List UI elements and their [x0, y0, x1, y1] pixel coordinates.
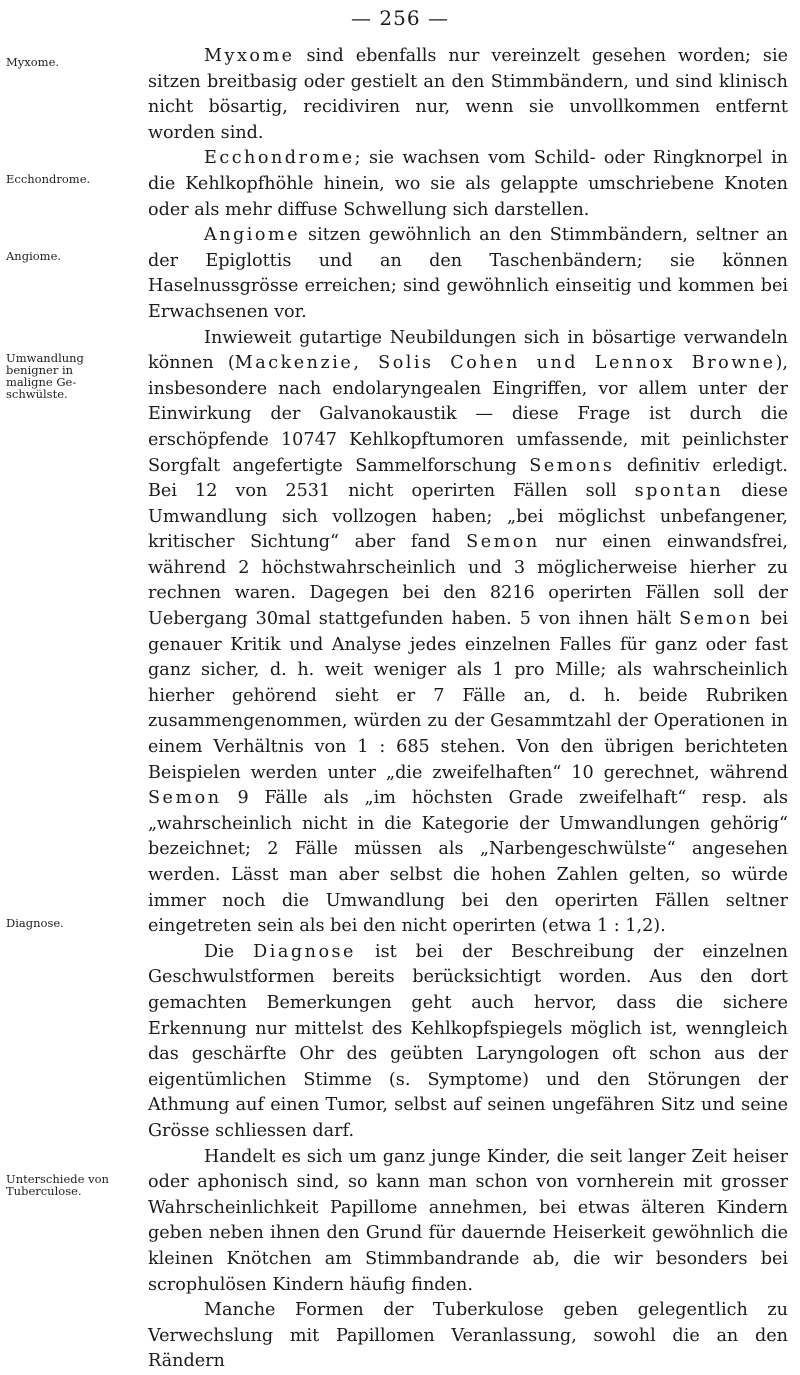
text-segment: nur einen einwandsfrei, während 2 höchstwahrscheinlich und 3 möglicherweise hierher zu rechnen waren. Dagegen bei den 8216 operirten Fällen soll der Uebergang 30mal stattgefunden haben. 5 von ihnen hält — [148, 532, 789, 630]
author-semon: Semon — [679, 609, 753, 630]
text-segment: Inwieweit gutartige Neubildungen sich in bösartige verwandeln können ( — [148, 327, 788, 374]
paragraph-angiome — [148, 223, 788, 325]
text-segment: 9 Fälle als „im höchsten Grade zweifelhaft“ resp. als „wahrscheinlich nicht in die Kategorie der Umwandlungen gehörig“ bezeichnet; 2 Fälle müssen als „Narbengeschwülste“ angesehen werden. Lässt man aber selbst die hohen Zahlen gelten, so würde immer noch die Umwandlung bei den operirten Fällen seltner eingetreten sein als bei den nicht operirten (etwa 1 : 1,2). — [148, 788, 788, 937]
term-diagnose: Diagnose — [253, 941, 356, 962]
paragraph-diagnose-text: ist bei der Beschreibung der einzelnen Geschwulstformen bereits berücksichtigt worden. Aus den dort gemachten Bemerkungen geht auch hervor, dass die sichere Erkennung nur mittelst des Kehlkopfspiegels möglich ist, wenngleich das geschärfte Ohr des geübten Laryngologen oft schon aus der eigentümlichen Stimme (s. Symptome) und den Störungen der Athmung auf einen Tumor, selbst auf seinen ungefähren Sitz und seine Grösse schliessen darf. — [148, 941, 788, 1141]
author-names: Mackenzie, Solis Cohen und Lennox Browne — [234, 353, 776, 374]
author-semon: Semon — [148, 788, 222, 809]
margin-note-ecchondrome: Ecchondrome. — [6, 172, 91, 186]
term-spontan: spontan — [634, 481, 724, 502]
term-myxome: Myxome — [204, 46, 295, 66]
text-segment: ), insbesondere nach endolaryngealen Eingriffen, vor allem unter der Einwirkung der Galvanokaustik — diese Frage ist durch die erschöpfende 10747 Kehlkopftumoren umfassende, mit peinlichster Sorgfalt angefertigte Sammelforschung — [148, 353, 788, 476]
margin-note-umwandlung: Umwandlung benigner in maligne Ge-schwülste. — [6, 351, 84, 401]
text-segment: diese Umwandlung sich vollzogen haben; „bei möglichst unbefangener, kritischer Sichtung“ aber fand — [148, 481, 788, 553]
author-semon: Semon — [466, 532, 540, 553]
paragraph-ecchondrome-text: ; sie wachsen vom Schild- oder Ringknorpel in die Kehlkopfhöhle hinein, wo sie als gelappte umschriebene Knoten oder als mehr diffuse Schwellung sich darstellen. — [148, 148, 788, 220]
margin-note-myxome: Myxome. — [6, 55, 60, 69]
text-segment: Die — [204, 941, 254, 962]
body-text — [148, 44, 788, 1375]
term-angiome: Angiome — [204, 225, 301, 246]
text-segment: bei genauer Kritik und Analyse jedes einzelnen Falles für ganz oder fast ganz sicher, d. h. weit weniger als 1 pro Mille; als wahrscheinlich hierher gehörend sieht er 7 Fälle an, d. h. beide Rubriken zusammengenommen, würden zu der Gesammtzahl der Operationen in einem Verhältnis von 1 : 685 stehen. Von den übrigen berichteten Beispielen werden unter „die zweifelhaften“ 10 gerechnet, während — [148, 609, 788, 783]
paragraph-ecchondrome — [148, 146, 788, 223]
paragraph-angiome-text: sitzen gewöhnlich an den Stimmbändern, seltner an der Epiglottis und an den Taschenbändern; sie können Haselnussgrösse erreichen; sind gewöhnlich einseitig und kommen bei Erwachsenen vor. — [148, 225, 788, 322]
term-ecchondrome: Ecchondrome — [204, 148, 355, 169]
text-segment: definitiv erledigt. Bei 12 von 2531 nicht operirten Fällen soll — [148, 455, 788, 502]
paragraph-tuberkulose: Manche Formen der Tuberkulose geben gelegentlich zu Verwechslung mit Papillomen Veranlassung, sowohl die an den Rändern — [148, 1300, 788, 1372]
margin-note-unterschiede: Unterschiede von Tuberculose. — [6, 1172, 109, 1198]
paragraph-umwandlung — [148, 326, 788, 940]
paragraph-diagnose — [148, 940, 788, 1145]
page-number: — 256 — — [0, 6, 800, 30]
paragraph-myxome — [148, 44, 788, 146]
paragraph-myxome-text: sind ebenfalls nur vereinzelt gesehen worden; sie sitzen breitbasig oder gestielt an den Stimmbändern, und sind klinisch nicht bösartig, recidiviren nur, wenn sie unvollkommen entfernt worden sind. — [148, 46, 788, 143]
author-semon: Semons — [529, 455, 615, 476]
margin-note-diagnose: Diagnose. — [6, 916, 64, 930]
margin-note-angiome: Angiome. — [6, 249, 62, 263]
paragraph-kinder: Handelt es sich um ganz junge Kinder, die seit langer Zeit heiser oder aphonisch sind, so kann man schon von vornherein mit grosser Wahrscheinlichkeit Papillome annehmen, bei etwas älteren Kindern geben neben ihnen den Grund für dauernde Heiserkeit gewöhnlich die kleinen Knötchen am Stimmbandrande ab, die wir besonders bei scrophulösen Kindern häufig finden. — [148, 1146, 788, 1295]
